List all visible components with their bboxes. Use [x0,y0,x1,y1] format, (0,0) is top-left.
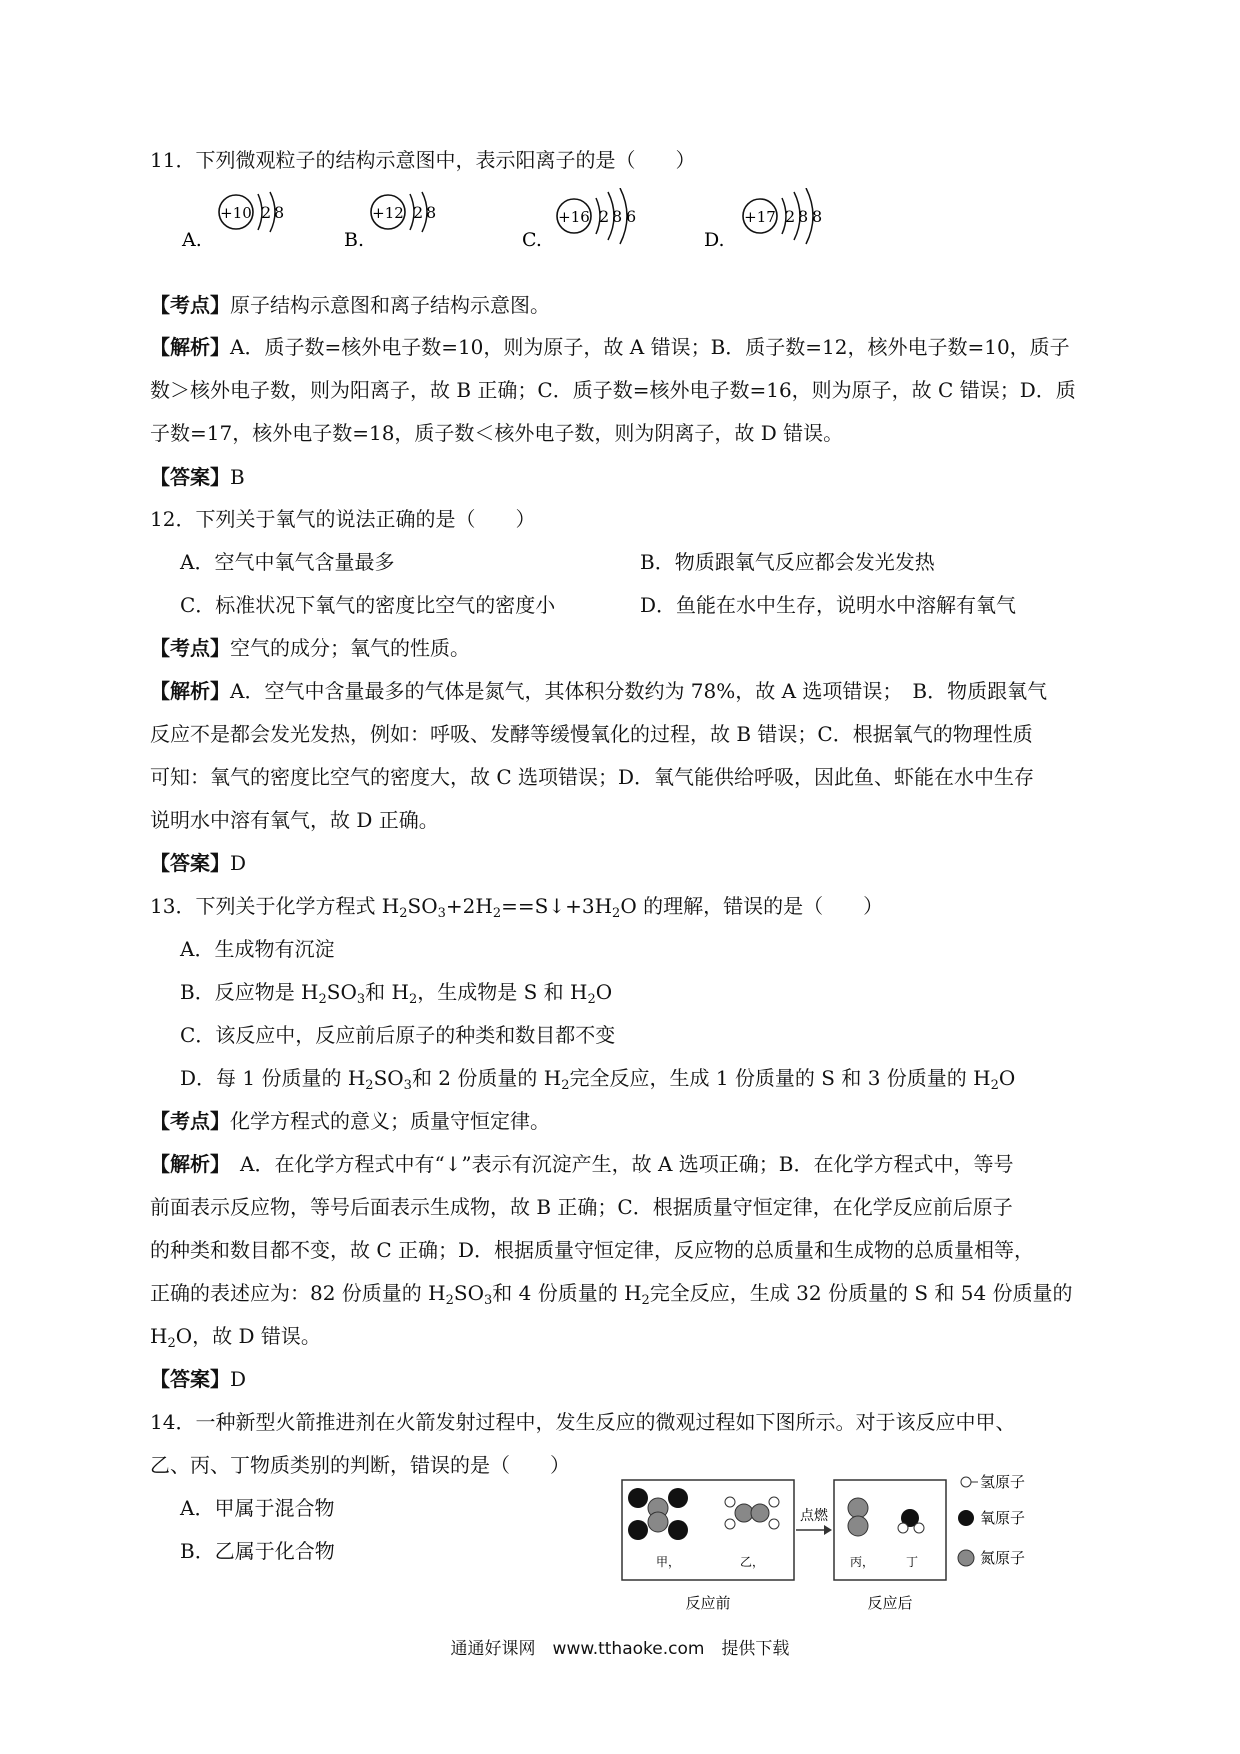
answer-value: B [230,465,245,489]
answer-value: D [230,1367,247,1391]
nucleus-d: +17 [744,208,776,226]
q12-jiexi-line-2: 反应不是都会发光发热，例如：呼吸、发酵等缓慢氧化的过程，故 B 错误；C．根据氧气的物理性质 [150,722,1033,746]
shell-b-2: 8 [426,203,437,222]
q12-jiexi-line-3: 可知：氧气的密度比空气的密度大，故 C 选项错误；D．氧气能供给呼吸，因此鱼、虾能在水中生存 [150,765,1035,789]
jiexi-text: A．质子数=核外电子数=10，则为原子，故 A 错误；B．质子数=12，核外电子数=10，质子 [230,335,1070,359]
q12-option-b: B．物质跟氧气反应都会发光发热 [640,550,935,574]
q13-option-c: C．该反应中，反应前后原子的种类和数目都不变 [180,1023,616,1047]
q12-option-c: C．标准状况下氧气的密度比空气的密度小 [180,593,556,617]
option-label-d: D. [704,229,725,251]
shell-a-2: 8 [274,203,285,222]
q11-answer [150,463,245,491]
q13-jiexi-line-2: 前面表示反应物，等号后面表示生成物，故 B 正确；C．根据质量守恒定律，在化学反应前后原子 [150,1195,1013,1219]
page-footer: 通通好课网 www.tthaoke.com 提供下载 [450,1639,790,1659]
answer-tag: 【答案】 [150,851,230,875]
nucleus-a: +10 [220,204,252,222]
legend-nitrogen: 氮原子 [980,1549,1026,1567]
q11-kaodian [150,291,550,319]
nucleus-c: +16 [558,208,590,226]
kaodian-text: 空气的成分；氧气的性质。 [230,636,470,660]
q11-jiexi-line-1 [150,333,1070,361]
q13-jiexi-line-5: $H_2O$，故 D 错误。 [150,1324,321,1351]
label-yi: 乙， [740,1555,765,1569]
shell-a-1: 2 [261,203,272,222]
shell-d-2: 8 [798,207,809,226]
q13-jiexi-line-3: 的种类和数目都不变，故 C 正确；D．根据质量守恒定律，反应物的总质量和生成物的总质量相等， [150,1238,1035,1262]
jiexi-tag: 【解析】 [150,679,230,703]
option-label-a: A. [182,229,202,251]
atom-diagram-d [704,188,822,251]
legend-oxygen: 氧原子 [980,1509,1026,1527]
kaodian-text: 化学方程式的意义；质量守恒定律。 [230,1109,550,1133]
q14-stem-line-2: 乙、丙、丁物质类别的判断，错误的是（ ） [150,1453,570,1477]
shell-c-1: 2 [599,207,610,226]
q12-option-d: D．鱼能在水中生存，说明水中溶解有氧气 [640,593,1017,617]
before-caption: 反应前 [685,1594,731,1612]
q12-answer [150,849,246,877]
shell-c-3: 6 [626,207,637,226]
q12-jiexi-line-4: 说明水中溶有氧气，故 D 正确。 [150,808,439,832]
q13-option-b: B．反应物是 $H_2SO_3$和 $H_2$，生成物是 S 和 $H_2O$ [180,980,613,1007]
q12-option-a: A．空气中氧气含量最多 [180,550,395,574]
jiexi-text: A．在化学方程式中有“↓”表示有沉淀产生，故 A 选项正确；B．在化学方程式中，等号 [220,1152,1014,1176]
legend-hydrogen: 氢原子 [980,1473,1026,1491]
q13-option-d: D．每 1 份质量的 $H_2SO_3$和 2 份质量的 $H_2$完全反应，生成 1 份质量的 S 和 3 份质量的 $H_2O$ [180,1066,1016,1093]
q14-stem-line-1: 14．一种新型火箭推进剂在火箭发射过程中，发生反应的微观过程如下图所示。对于该反应中甲、 [150,1410,1016,1434]
jiexi-text: A．空气中含量最多的气体是氮气，其体积分数约为 78%，故 A 选项错误； B．物质跟氧气 [230,679,1048,703]
q11-jiexi-line-2: 数＞核外电子数，则为阳离子，故 B 正确；C．质子数=核外电子数=16，则为原子，故 C 错误；D．质 [150,378,1076,402]
shell-b-1: 2 [413,203,424,222]
q12-jiexi-line-1 [150,677,1047,705]
answer-value: D [230,851,247,875]
kaodian-text: 原子结构示意图和离子结构示意图。 [230,293,550,317]
answer-tag: 【答案】 [150,465,230,489]
after-caption: 反应后 [867,1594,913,1612]
legend [958,1473,1025,1567]
kaodian-tag: 【考点】 [150,1109,230,1133]
q14-option-b: B．乙属于化合物 [180,1539,335,1563]
nucleus-b: +12 [372,204,404,222]
q14-reaction-diagram [620,1468,1100,1618]
q11-jiexi-line-3: 子数=17，核外电子数=18，质子数＜核外电子数，则为阴离子，故 D 错误。 [150,421,844,445]
q13-jiexi-line-1 [150,1150,1014,1178]
answer-tag: 【答案】 [150,1367,230,1391]
label-jia: 甲， [656,1555,681,1569]
kaodian-tag: 【考点】 [150,293,230,317]
q12-stem: 12．下列关于氧气的说法正确的是（ ） [150,507,536,531]
option-label-b: B. [344,229,365,251]
q13-answer [150,1365,246,1393]
q14-option-a: A．甲属于混合物 [180,1496,335,1520]
jiexi-tag: 【解析】 [150,335,230,359]
q13-stem: 13．下列关于化学方程式 $H_2SO_3+2H_2==S↓+3H_2O$ 的理解，错误的是（ ） [150,894,884,921]
q13-kaodian [150,1107,550,1135]
q12-kaodian [150,634,470,662]
label-ding: 丁 [906,1555,919,1569]
label-bing: 丙， [850,1555,875,1569]
ignite-label: 点燃 [800,1508,828,1524]
q13-jiexi-line-4: 正确的表述应为：82 份质量的 $H_2SO_3$和 4 份质量的 $H_2$完全反应，生成 32 份质量的 S 和 54 份质量的 [150,1281,1073,1308]
shell-d-3: 8 [812,207,823,226]
q11-stem: 11．下列微观粒子的结构示意图中，表示阳离子的是（ ） [150,148,696,172]
shell-d-1: 2 [785,207,796,226]
option-label-c: C. [522,229,542,251]
kaodian-tag: 【考点】 [150,636,230,660]
atom-diagram-c [522,188,636,251]
shell-c-2: 8 [612,207,623,226]
atom-diagram-b [344,192,436,251]
jiexi-tag: 【解析】 [150,1152,220,1176]
q13-option-a: A．生成物有沉淀 [180,937,335,961]
q11-atom-diagrams [170,188,1070,268]
atom-diagram-a [181,192,284,251]
